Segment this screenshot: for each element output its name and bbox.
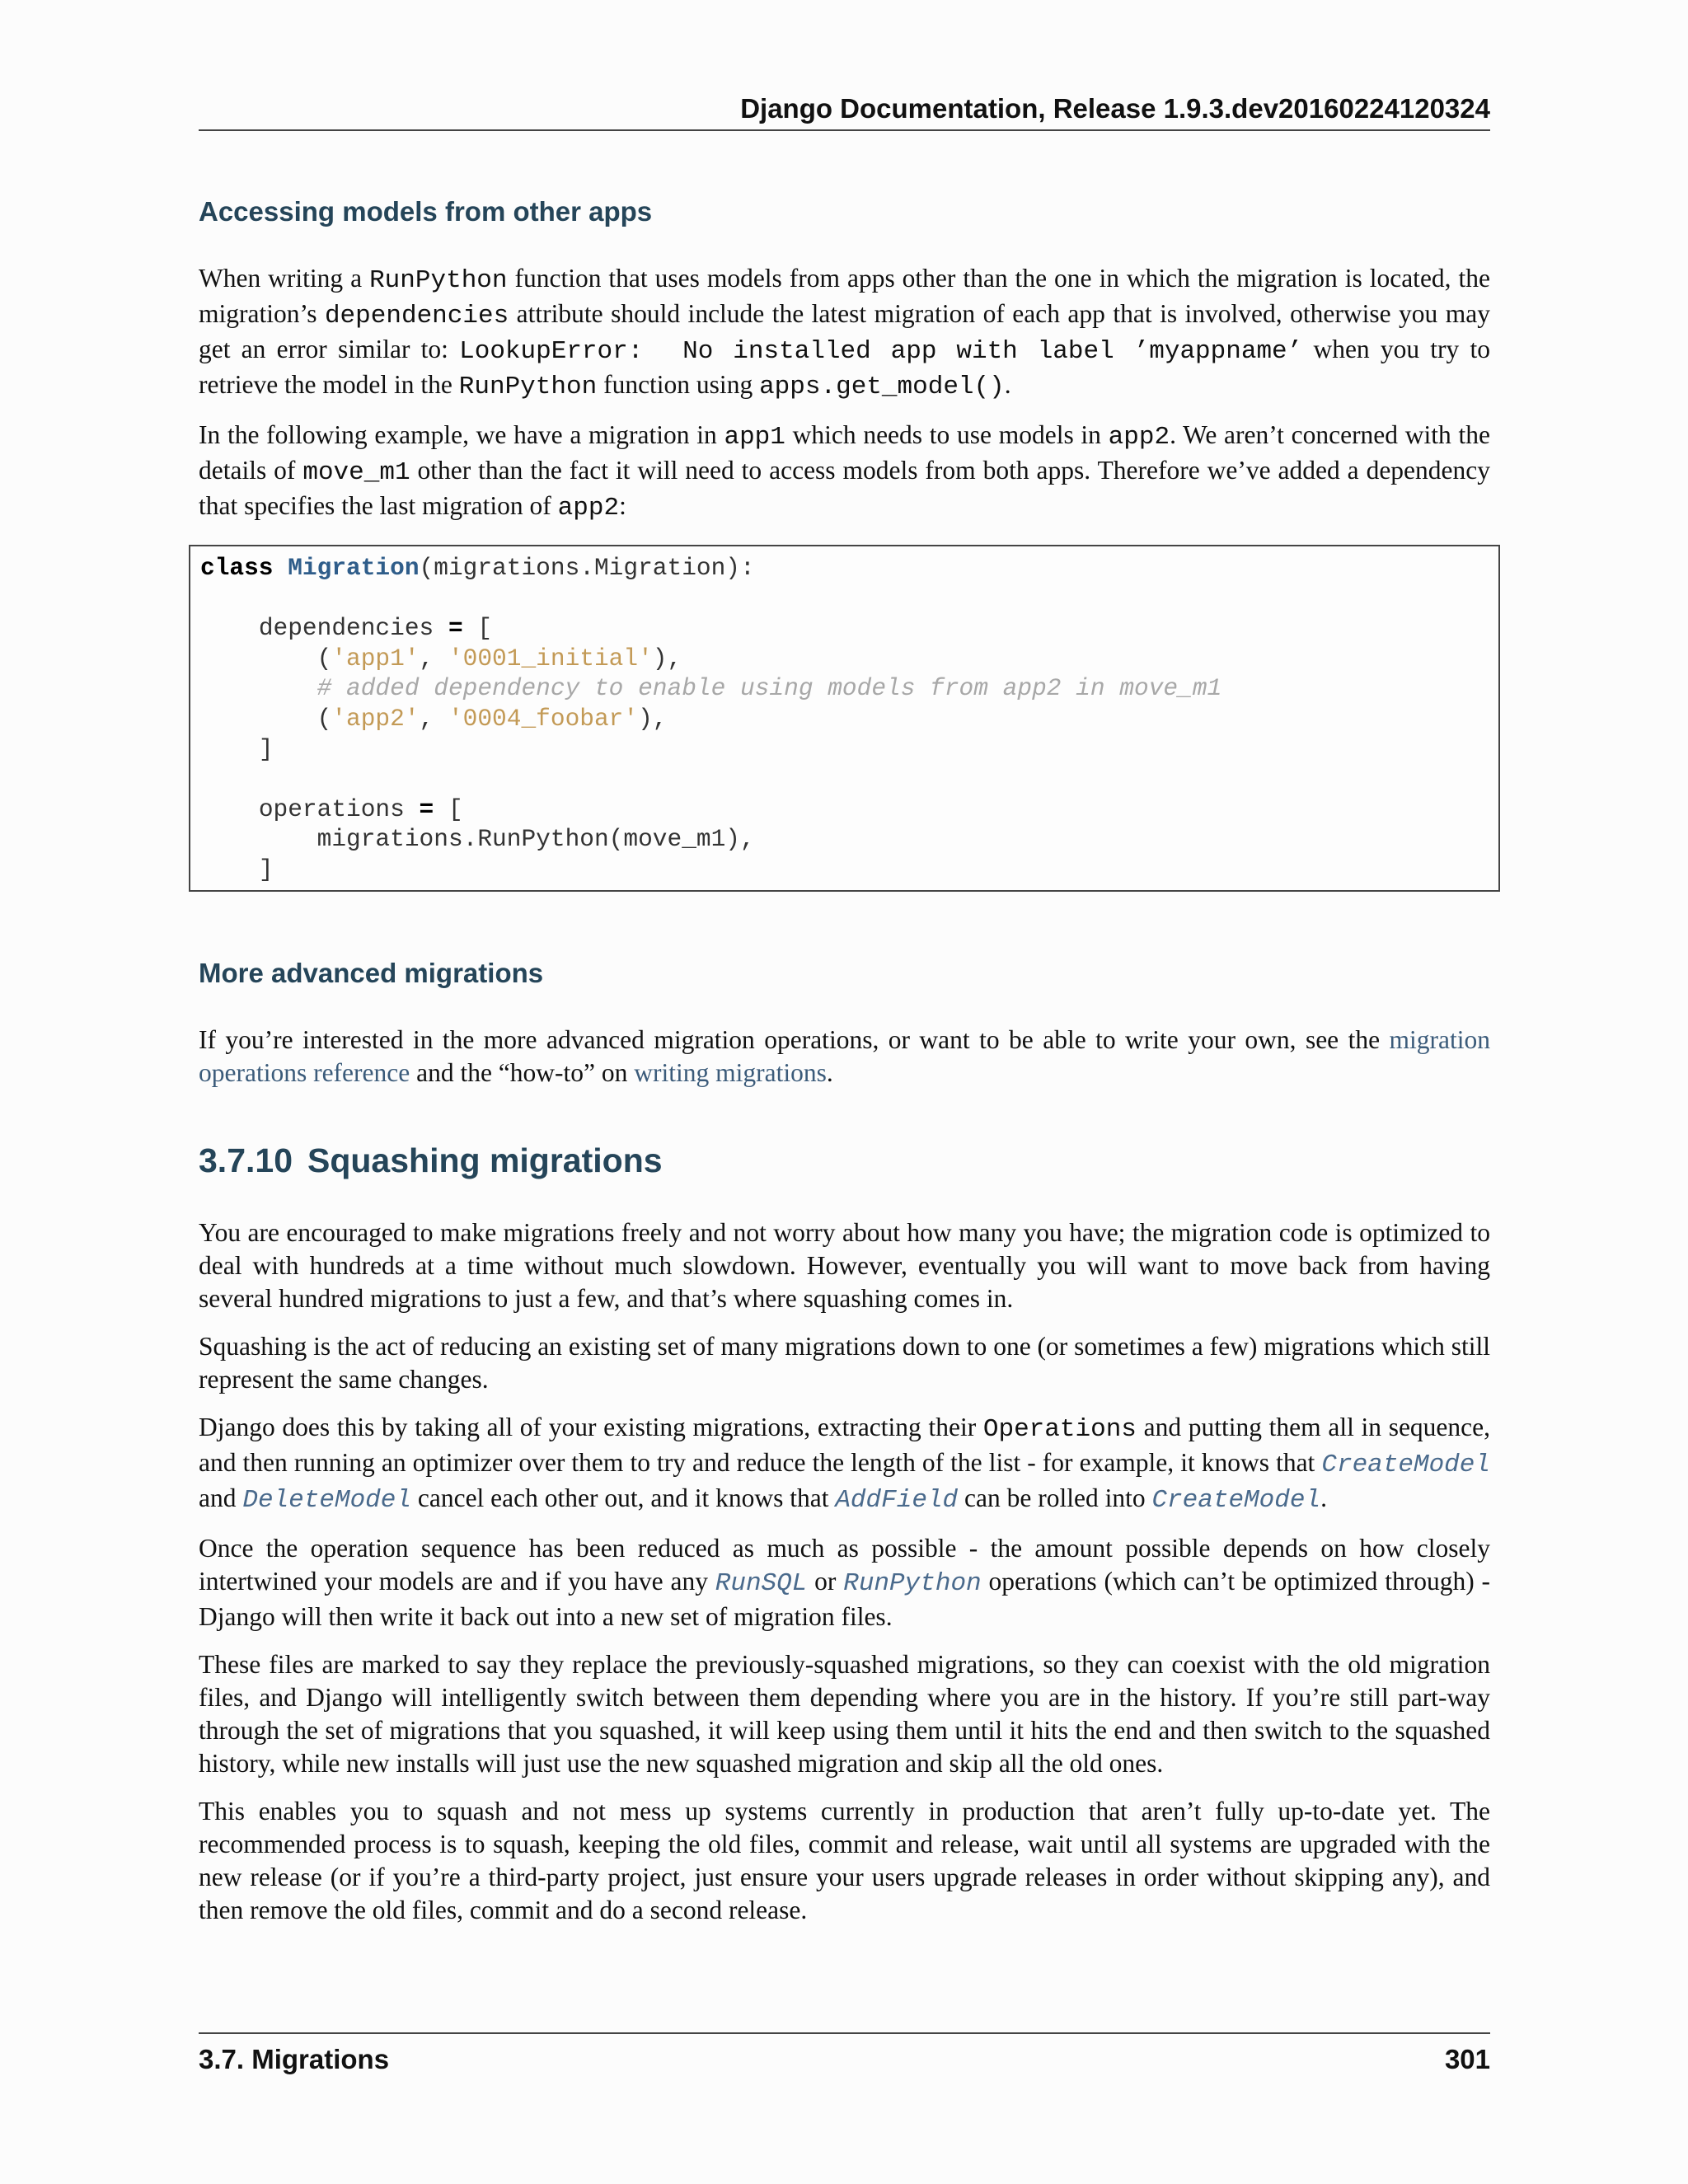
section-number: 3.7.10 xyxy=(199,1141,293,1179)
xref-runpython[interactable]: RunPython xyxy=(843,1568,982,1598)
code-bracket: [ xyxy=(477,614,493,643)
paragraph-squashing-2: Squashing is the act of reducing an existing set of many migrations down to one (or sometimes a few) migrations which still represent the same changes. xyxy=(199,1331,1490,1394)
inline-code-dependencies: dependencies xyxy=(324,302,509,330)
inline-code-app1: app1 xyxy=(724,423,785,452)
code-bracket: ] xyxy=(258,734,274,763)
heading-accessing-models: Accessing models from other apps xyxy=(199,196,653,227)
inline-code-app2: app2 xyxy=(1108,423,1170,452)
footer-section: 3.7. Migrations xyxy=(199,2044,390,2074)
inline-code-get-model: apps.get_model() xyxy=(759,373,1005,401)
paragraph-squashing-5: These files are marked to say they replace the previously-squashed migrations, so they can coexist with the old migration files, and Django will intelligently switch between them depending where you are in the history. If you’re still part-way through the set of migrations that you squashed, it will keep using them until it hits the end and then switch to the squashed history, while new installs will just use the new squashed migration and skip all the old ones. xyxy=(199,1649,1490,1778)
code-class-base: (migrations.Migration): xyxy=(419,554,755,582)
text: . xyxy=(1004,370,1011,399)
text: and the “how-to” on xyxy=(410,1057,635,1087)
page-content xyxy=(199,194,1490,1942)
code-bracket: [ xyxy=(448,794,463,823)
heading-advanced-migrations: More advanced migrations xyxy=(199,957,544,988)
code-ops-name: operations xyxy=(258,794,405,823)
text: . We aren’t concerned with the details of xyxy=(199,420,1490,485)
text: . xyxy=(826,1057,833,1087)
header-rule xyxy=(199,129,1490,131)
inline-code-runpython: RunPython xyxy=(369,266,508,295)
code-comment: # added dependency to enable using models from app2 in move_m1 xyxy=(316,674,1222,703)
text: operations (which can’t be optimized through) - Django will then write it back out into a new set of migration files. xyxy=(199,1566,1490,1631)
inline-code-operations: Operations xyxy=(982,1414,1137,1444)
text: attribute should include the latest migration of each app that is involved, otherwise you may get an error similar to: xyxy=(199,299,1490,363)
code-deps-name: dependencies xyxy=(258,614,434,643)
text: function that uses models from apps other than the one in which the migration is located, the migration’s xyxy=(199,264,1490,328)
paragraph-accessing-2 xyxy=(199,419,1490,525)
text: can be rolled into xyxy=(958,1483,1152,1512)
xref-deletemodel[interactable]: DeleteModel xyxy=(242,1485,411,1515)
page-footer xyxy=(199,2042,1490,2077)
code-string: '0004_foobar' xyxy=(448,704,639,733)
xref-createmodel[interactable]: CreateModel xyxy=(1151,1485,1321,1515)
xref-createmodel[interactable]: CreateModel xyxy=(1321,1450,1490,1479)
text: Django does this by taking all of your existing migrations, extracting their xyxy=(199,1412,983,1441)
page-number: 301 xyxy=(1444,2044,1490,2074)
code-runpython-call: migrations.RunPython(move_m1), xyxy=(316,825,755,854)
paragraph-squashing-4 xyxy=(199,1532,1490,1633)
text: If you’re interested in the more advanced migration operations, or want to be able to write your own, see the xyxy=(199,1024,1390,1054)
text: . xyxy=(1320,1483,1327,1512)
code-string: 'app2' xyxy=(331,704,420,733)
inline-code-move-m1: move_m1 xyxy=(302,458,410,487)
link-migration-operations-reference[interactable]: migration operations reference xyxy=(199,1024,1490,1087)
section-heading-squashing xyxy=(199,1139,1490,1182)
text: other than the fact it will need to access models from both apps. Therefore we’ve added a dependency that specifies the last migration of xyxy=(199,456,1490,520)
code-string: 'app1' xyxy=(331,644,420,673)
footer-rule xyxy=(199,2032,1490,2034)
text: or xyxy=(807,1566,844,1596)
paragraph-squashing-3 xyxy=(199,1411,1490,1517)
paragraph-squashing-6: This enables you to squash and not mess up systems currently in production that aren’t fully up-to-date yet. The recommended process is to squash, keeping the old files, commit and release, wait until all systems are upgraded with the new release (or if you’re a third-party project, just ensure your users upgrade releases in order without skipping any), and then remove the old files, commit and do a second release. xyxy=(199,1796,1490,1924)
text: : xyxy=(619,491,626,520)
section-title: Squashing migrations xyxy=(307,1141,663,1179)
code-operator: = xyxy=(419,794,434,823)
text: and xyxy=(199,1483,243,1512)
code-bracket: ] xyxy=(258,855,274,883)
running-header: Django Documentation, Release 1.9.3.dev20160224120324 xyxy=(740,93,1490,124)
text: and putting them all in sequence, and then running an optimizer over them to try and reduce the length of the list - for example, it knows that xyxy=(199,1412,1491,1477)
text: cancel each other out, and it knows that xyxy=(411,1483,836,1512)
inline-code-app2: app2 xyxy=(557,494,620,523)
paragraph-squashing-1: You are encouraged to make migrations freely and not worry about how many you have; the migration code is optimized to deal with hundreds at a time without much slowdown. However, eventually you will want to move back from having several hundred migrations to just a few, and that’s where squashing comes in. xyxy=(199,1217,1490,1313)
inline-code-lookuperror: LookupError: No installed app with label ’myappname’ xyxy=(459,337,1303,366)
xref-runsql[interactable]: RunSQL xyxy=(715,1568,808,1598)
code-class-name: Migration xyxy=(288,554,420,582)
code-string: '0001_initial' xyxy=(448,644,653,673)
text: Once the operation sequence has been reduced as much as possible - the amount possible depends on how closely intertwined your models are and if you have any xyxy=(199,1533,1490,1596)
xref-addfield[interactable]: AddField xyxy=(835,1485,959,1515)
link-writing-migrations[interactable]: writing migrations xyxy=(634,1057,827,1087)
text: function using xyxy=(597,370,760,399)
code-keyword: class xyxy=(200,554,274,582)
text: when you try to retrieve the model in the xyxy=(199,335,1490,399)
paragraph-accessing-1 xyxy=(199,262,1490,404)
spacer xyxy=(199,892,1490,956)
text: In the following example, we have a migration in xyxy=(199,420,724,449)
code-operator: = xyxy=(448,614,463,643)
text: When writing a xyxy=(199,264,370,293)
text: which needs to use models in xyxy=(785,420,1109,449)
inline-code-runpython: RunPython xyxy=(458,373,598,401)
paragraph-advanced xyxy=(199,1024,1490,1090)
code-block: class Migration(migrations.Migration): dependencies = [ ('app1', '0001_initial'), # added dependency to enable using models from app2 in move_m1 ('app2', '0004_foobar'), ] operations = [ migrations.RunPython(move_m1), ] xyxy=(189,545,1500,892)
